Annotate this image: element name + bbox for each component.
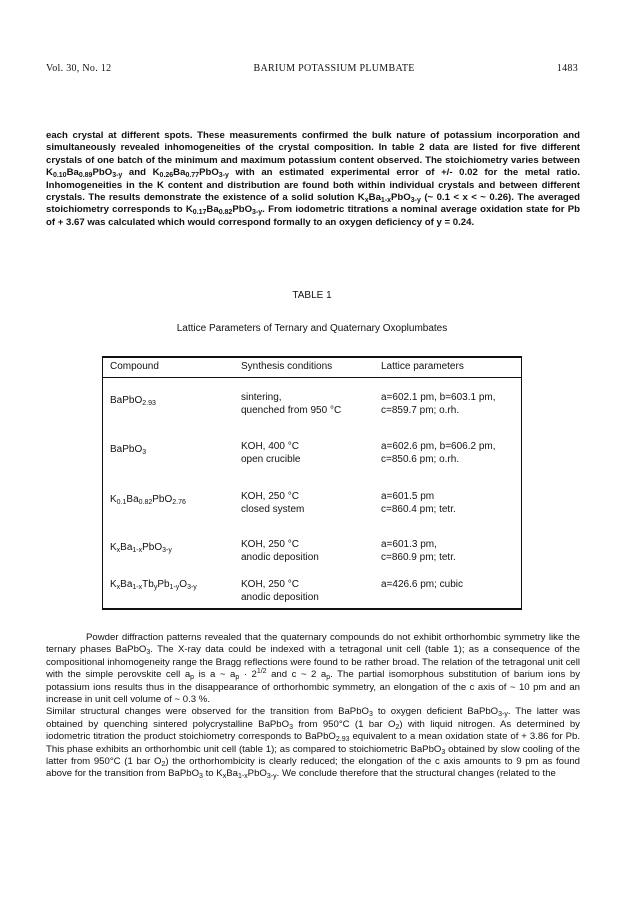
compound-cell: BaPbO$_{2.93}$	[110, 395, 156, 407]
paragraph-1: each crystal at different spots. These measurements confirmed the bulk nature of potassium incorporation and simultaneously revealed inhomogeneities of the crystal composition. In table 2 data are listed for five different crystals of one batch of the minimum and maximum potassium content observed. The stoichiometry varies between $K_{0.10}Ba_{0.89}PbO_{3-y}$ and $K_{0.26}Ba_{0.77}PbO_{3-y}$ with an estimated experimental error of +/- 0.02 for the metal ratio. Inhomogeneities in the K content and distribution are found both within individual crystals and between different crystals. The results demonstrate the existence of a solid solution $K_xBa_{1-x}PbO_{3-y}$ (~ 0.1 < x < ~ 0.26). The averaged stoichiometry corresponds to $K_{0.17}Ba_{0.82}PbO_{3-y}$. From iodometric titrations a nominal average oxidation state for Pb of + 3.67 was calculated which would correspond formally to an oxygen deficiency of y = 0.24.	[46, 130, 580, 228]
params-line-1: a=426.6 pm; cubic	[381, 579, 463, 590]
table-caption: Lattice Parameters of Ternary and Quaternary Oxoplumbates	[176, 323, 448, 334]
lattice-parameters-table	[102, 356, 522, 610]
header-lattice: Lattice parameters	[381, 361, 464, 372]
conditions-line-2: quenched from 950 °C	[241, 405, 342, 416]
params-line-1: a=602.6 pm, b=606.2 pm,	[381, 441, 496, 452]
conditions-line-1: sintering,	[241, 392, 282, 403]
conditions-line-1: KOH, 250 °C	[241, 491, 299, 502]
compound-cell: $K_xBa_{1-x}Tb_yPb_{1-y}O_{3-y}$	[110, 579, 197, 591]
running-title: BARIUM POTASSIUM PLUMBATE	[253, 63, 415, 74]
table-header-row	[103, 358, 521, 378]
header-synthesis: Synthesis conditions	[241, 361, 333, 372]
compound-cell: BaPbO$_3$	[110, 444, 147, 456]
page-number: 1483	[556, 63, 578, 74]
params-line-2: c=850.6 pm; o.rh.	[381, 454, 460, 465]
conditions-line-1: KOH, 250 °C	[241, 579, 299, 590]
conditions-line-2: anodic deposition	[241, 592, 319, 603]
params-line-1: a=602.1 pm, b=603.1 pm,	[381, 392, 496, 403]
conditions-line-1: KOH, 400 °C	[241, 441, 299, 452]
table-label: TABLE 1	[292, 290, 332, 301]
conditions-line-2: anodic deposition	[241, 552, 319, 563]
conditions-line-2: open crucible	[241, 454, 301, 465]
params-line-2: c=860.9 pm; tetr.	[381, 552, 456, 563]
compound-cell: $K_xBa_{1-x}PbO_{3-y}$	[110, 542, 172, 554]
header-compound: Compound	[110, 361, 159, 372]
params-line-2: c=859.7 pm; o.rh.	[381, 405, 460, 416]
conditions-line-1: KOH, 250 °C	[241, 539, 299, 550]
volume-info: Vol. 30, No. 12	[46, 63, 112, 74]
paragraph-2: Powder diffraction patterns revealed that the quaternary compounds do not exhibit orthorhombic symmetry like the ternary phases BaPbO$_3$. The X-ray data could be indexed with a tetragonal unit cell (table 1); as a consequence of the compositional inhomogeneity range the Bragg reflections were found to be rather broad. The relation of the tetragonal unit cell with the simple perovskite cell $a_p$ is a ~ $a_p \cdot 2^{1/2}$ and c ~ 2 $a_p$. The partial isomorphous substitution of barium ions by potassium ions results thus in the disappearance of orthorhombic symmetry, an elongation of the c axis of ~ 10 pm and an increase in unit cell volume of ~ 0.3 %. Similar structural changes were observed for the transition from BaPbO$_3$ to oxygen deficient BaPbO$_{3-y}$. The latter was obtained by quenching sintered polycrystalline BaPbO$_3$ from 950°C (1 bar $O_2$) with liquid nitrogen. As determined by iodometric titration the product stoichiometry corresponds to BaPbO$_{2.93}$ equivalent to a mean oxidation state of + 3.86 for Pb. This phase exhibits an orthorhombic unit cell (table 1); as compared to stoichiometric BaPbO$_3$ obtained by slow cooling of the latter from 950°C (1 bar $O_2$) the orthorhombicity is clearly reduced; the elongation of the c axis amounts to 9 pm as found above for the transition from BaPbO$_3$ to $K_xBa_{1-x}PbO_{3-y}$. We conclude therefore that the structural changes (related to the	[46, 632, 580, 781]
running-header	[46, 63, 578, 74]
params-line-1: a=601.5 pm	[381, 491, 435, 502]
conditions-line-2: closed system	[241, 504, 305, 515]
params-line-1: a=601.3 pm,	[381, 539, 437, 550]
compound-cell: $K_{0.1}Ba_{0.82}PbO_{2.76}$	[110, 494, 186, 506]
paragraph-3: Similar structural changes were observed for the transition from BaPbO$_3$ to oxygen deficient BaPbO$_{3-y}$. The latter was obtained by quenching sintered polycrystalline BaPbO$_3$ from 950°C (1 bar $O_2$) with liquid nitrogen. As determined by iodometric titration the product stoichiometry corresponds to BaPbO$_{2.93}$ equivalent to a mean oxidation state of + 3.86 for Pb. This phase exhibits an orthorhombic unit cell (table 1); as compared to stoichiometric BaPbO$_3$ obtained by slow cooling of the latter from 950°C (1 bar $O_2$) the orthorhombicity is clearly reduced; the elongation of the c axis amounts to 9 pm as found above for the transition from BaPbO$_3$ to $K_xBa_{1-x}PbO_{3-y}$. We conclude therefore that the structural changes (related to the	[46, 706, 580, 781]
params-line-2: c=860.4 pm; tetr.	[381, 504, 456, 515]
